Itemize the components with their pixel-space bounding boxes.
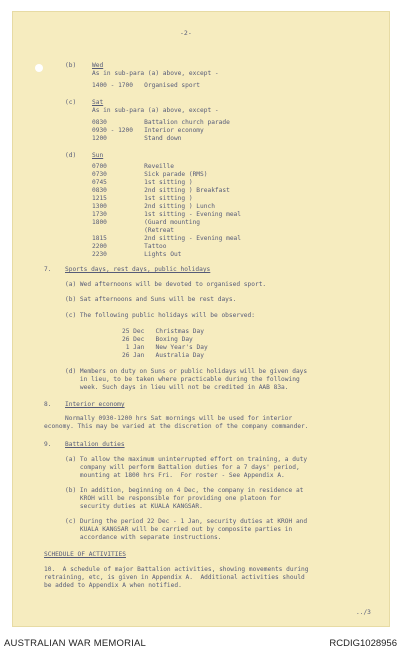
section-7-item: (d) Members on duty on Suns or public holidays will be given days <box>65 368 308 375</box>
section-7-item: (b) Sat afternoons and Suns will be rest days. <box>65 296 237 303</box>
section-9-item: mounting at 1800 hrs Fri. For roster - See Appendix A. <box>65 472 285 479</box>
section-c-line: 0830 Battalion church parade <box>92 119 230 126</box>
holiday-row: 25 Dec Christmas Day <box>122 328 204 335</box>
punch-hole <box>35 64 43 72</box>
section-7-item: week. Such days in lieu will not be credited in AAB 83a. <box>65 384 289 391</box>
section-7-title: Sports days, rest days, public holidays <box>65 266 211 273</box>
schedule-heading: SCHEDULE OF ACTIVITIES <box>44 551 126 558</box>
section-8-text: economy. This may be varied at the discretion of the company commander. <box>44 423 309 430</box>
section-9-item: KROH will be responsible for providing one platoon for <box>65 495 282 502</box>
schedule-row: 0830 2nd sitting ) Breakfast <box>92 187 230 194</box>
section-8-text: Normally 0930-1200 hrs Sat mornings will be used for interior <box>65 415 293 422</box>
footer-source: AUSTRALIAN WAR MEMORIAL <box>4 638 147 649</box>
schedule-row: 1215 1st sitting ) <box>92 195 193 202</box>
section-9-item: (c) During the period 22 Dec - 1 Jan, security duties at KROH and <box>65 518 308 525</box>
holiday-row: 1 Jan New Year's Day <box>122 344 208 351</box>
section-9-item: company will perform Battalion duties for a 7 days' period, <box>65 464 300 471</box>
footer-id: RCDIG1028956 <box>329 638 397 649</box>
section-10-text: retraining, etc, is given in Appendix A. Additional activities should <box>44 574 305 581</box>
section-b-title: Wed <box>92 62 104 69</box>
section-b-label: (b) <box>65 62 77 69</box>
page-number: -2- <box>180 29 192 37</box>
section-9-item: (b) In addition, beginning on 4 Dec, the company in residence at <box>65 487 304 494</box>
schedule-row: 2200 Tattoo <box>92 243 167 250</box>
section-10-text: be added to Appendix A when notified. <box>44 582 182 589</box>
section-9-title: Battalion duties <box>65 441 125 448</box>
schedule-row: 1800 (Guard mounting <box>92 219 201 226</box>
section-9-item: accordance with separate instructions. <box>65 534 222 541</box>
holiday-row: 26 Jan Australia Day <box>122 352 204 359</box>
section-7-item: in lieu, to be taken where practicable during the following <box>65 376 300 383</box>
schedule-row: 2230 Lights Out <box>92 251 182 258</box>
section-b-line: As in sub-para (a) above, except - <box>92 70 219 77</box>
schedule-row: 1730 1st sitting - Evening meal <box>92 211 242 218</box>
schedule-row: 0745 1st sitting ) <box>92 179 193 186</box>
section-d-title: Sun <box>92 152 104 159</box>
section-10-text: 10. A schedule of major Battalion activities, showing movements during <box>44 566 309 573</box>
section-c-label: (c) <box>65 99 77 106</box>
section-8-number: 8. <box>44 401 52 408</box>
section-7-number: 7. <box>44 266 52 273</box>
section-c-title: Sat <box>92 99 104 106</box>
section-7-item: (a) Wed afternoons will be devoted to organised sport. <box>65 281 267 288</box>
section-9-item: security duties at KUALA KANGSAR. <box>65 503 203 510</box>
section-9-item: KUALA KANGSAR will be carried out by composite parties in <box>65 526 293 533</box>
section-9-item: (a) To allow the maximum uninterrupted effort on training, a duty <box>65 456 308 463</box>
archive-footer <box>0 635 401 653</box>
schedule-row: 1815 2nd sitting - Evening meal <box>92 235 242 242</box>
holiday-row: 26 Dec Boxing Day <box>122 336 193 343</box>
section-c-line: 0930 - 1200 Interior economy <box>92 127 204 134</box>
schedule-row: 0700 Reveille <box>92 163 174 170</box>
section-d-label: (d) <box>65 152 77 159</box>
section-9-number: 9. <box>44 441 52 448</box>
section-c-line: 1200 Stand down <box>92 135 182 142</box>
section-7-item: (c) The following public holidays will be observed: <box>65 312 255 319</box>
schedule-row: 0730 Sick parade (RMS) <box>92 171 208 178</box>
section-c-line: As in sub-para (a) above, except - <box>92 107 219 114</box>
section-b-line: 1400 - 1700 Organised sport <box>92 82 201 89</box>
schedule-row: (Retreat <box>92 227 174 234</box>
schedule-row: 1300 2nd sitting ) Lunch <box>92 203 215 210</box>
continuation-mark: ../3 <box>356 609 371 616</box>
section-8-title: Interior economy <box>65 401 125 408</box>
